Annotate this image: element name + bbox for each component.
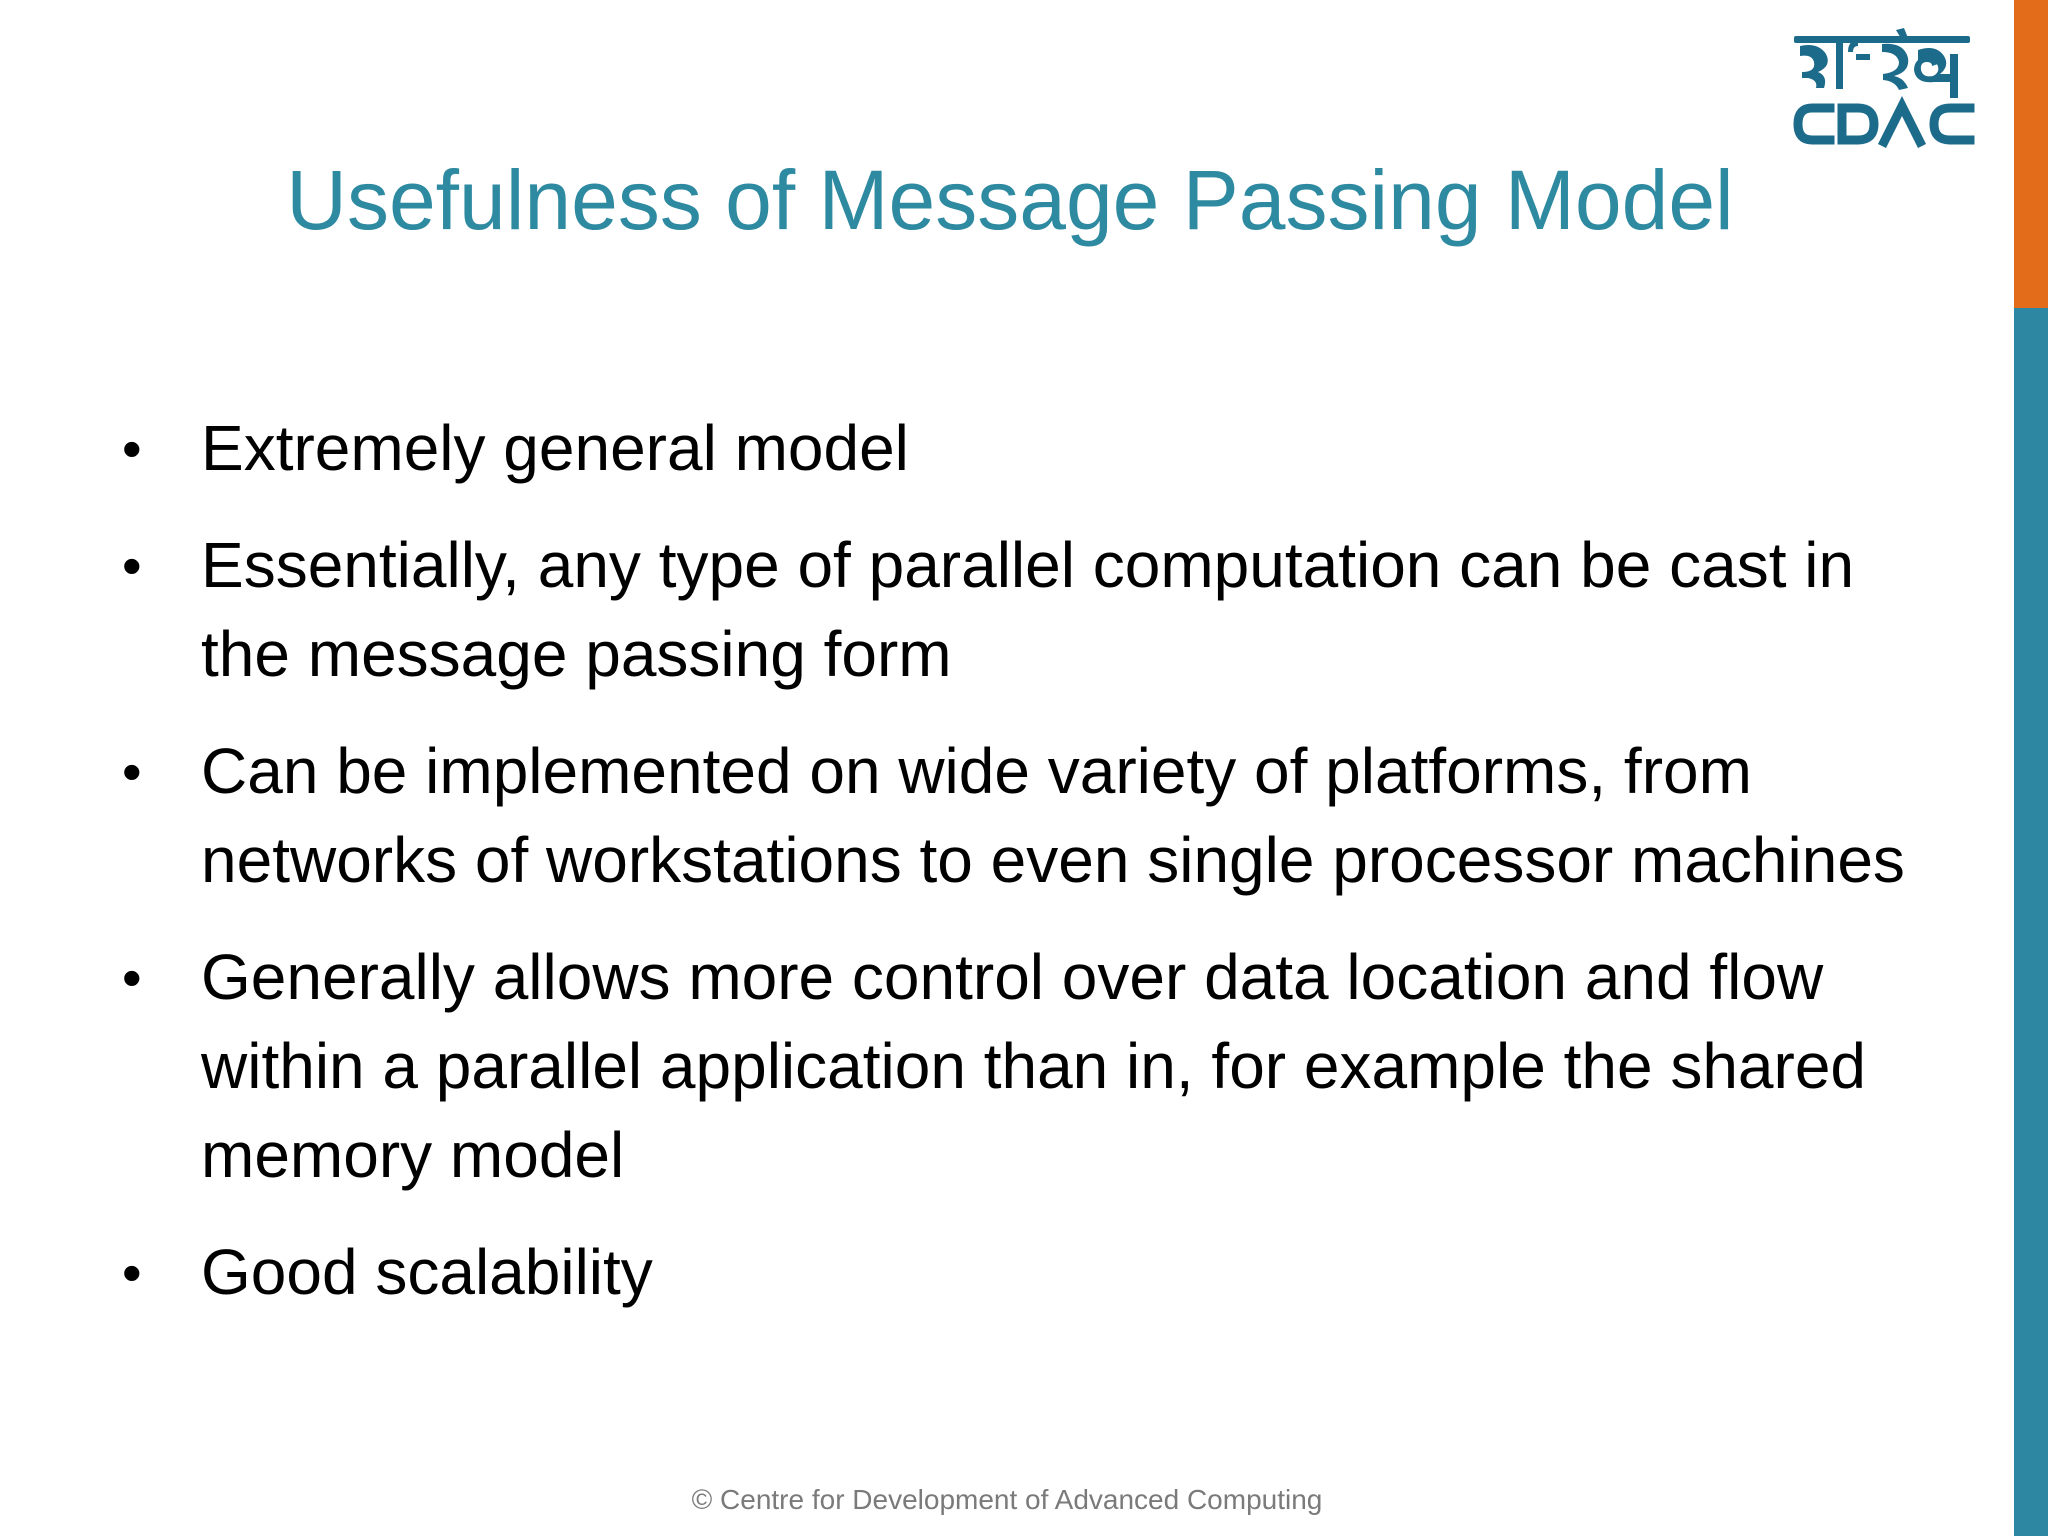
bullet-marker: • xyxy=(122,534,142,597)
bullet-text: Good scalability xyxy=(201,1236,653,1308)
slide-title: Usefulness of Message Passing Model xyxy=(286,153,1734,247)
bullet-item xyxy=(120,404,1920,493)
bullet-item xyxy=(120,1228,1920,1317)
cdac-logo xyxy=(1790,26,1980,156)
cdac-logo-graphic xyxy=(1790,26,1980,156)
bullet-item xyxy=(120,727,1920,905)
accent-bar-orange xyxy=(2014,0,2048,308)
bullet-item xyxy=(120,933,1920,1200)
bullet-text: Generally allows more control over data location and flow within a parallel application than in, for example the shared memory model xyxy=(201,941,1866,1191)
bullet-text: Essentially, any type of parallel computation can be cast in the message passing form xyxy=(201,529,1855,690)
bullet-marker: • xyxy=(122,417,142,480)
bullet-item xyxy=(120,521,1920,699)
accent-bar-teal xyxy=(2014,308,2048,1536)
bullet-marker: • xyxy=(122,1241,142,1304)
bullet-text: Extremely general model xyxy=(201,412,909,484)
footer-copyright: © Centre for Development of Advanced Computing xyxy=(691,1484,1323,1515)
bullet-marker: • xyxy=(122,946,142,1009)
bullet-list xyxy=(120,404,1920,1345)
bullet-marker: • xyxy=(122,740,142,803)
bullet-text: Can be implemented on wide variety of platforms, from networks of workstations to even single processor machines xyxy=(201,735,1905,896)
